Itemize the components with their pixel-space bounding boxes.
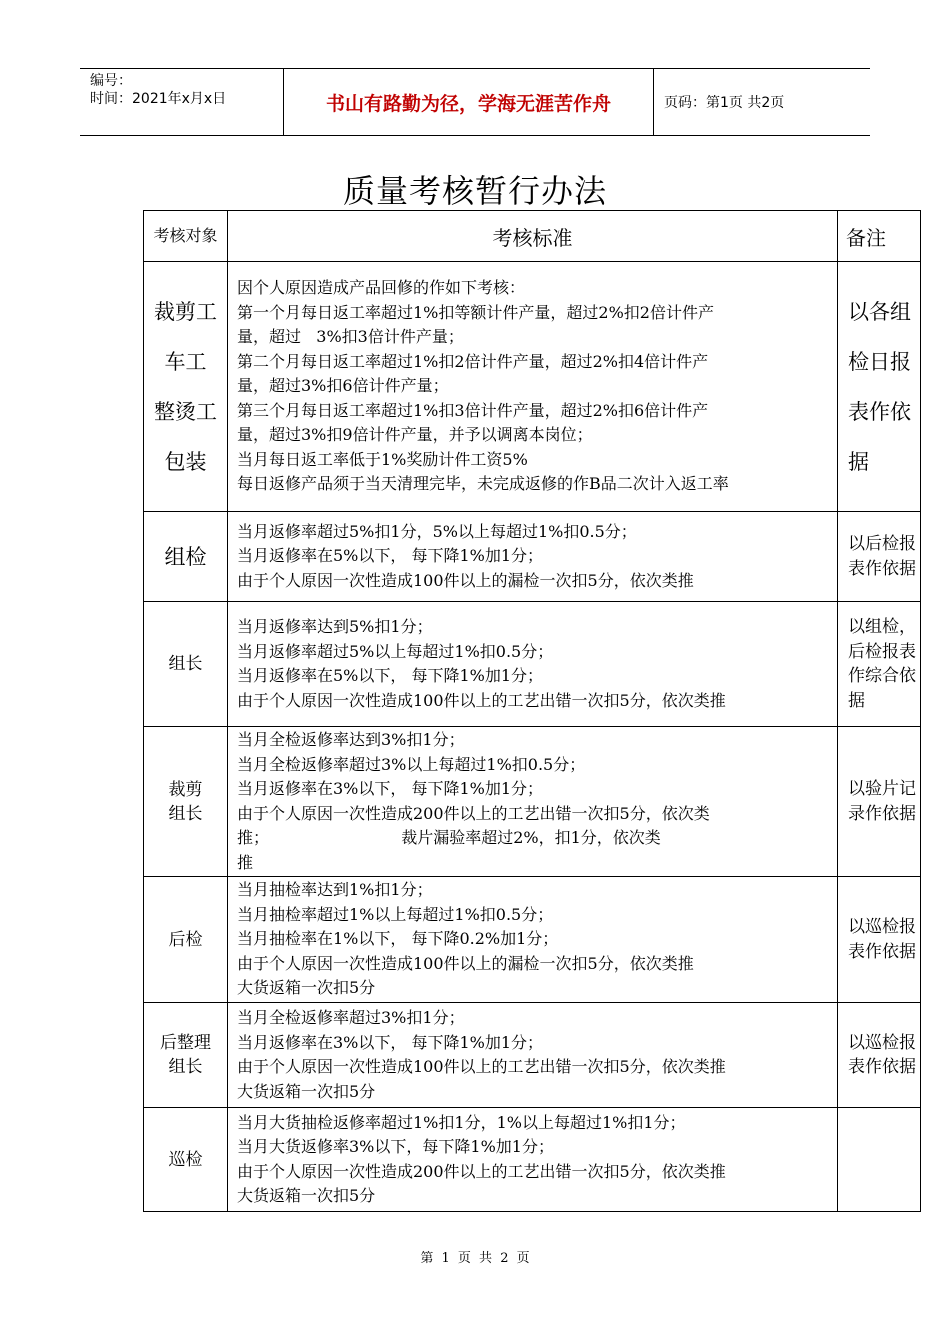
standard-line: 当月返修率在5%以下， 每下降1%加1分；: [237, 666, 544, 685]
standard-cell: [228, 727, 838, 877]
target-text: 巡检: [168, 1149, 203, 1170]
standard-line: 推； 裁片漏验率超过2%，扣1分，依次类: [237, 828, 661, 847]
standard-line: 量，超过 3%扣3倍计件产量；: [237, 327, 464, 347]
standard-line: 当月全检返修率超过3%以上每超过1%扣0.5分；: [237, 754, 586, 774]
standard-line: 当月大货抽检返修率超过1%扣1分，1%以上每超过1%扣1分；: [237, 1112, 686, 1132]
standard-line: 当月返修率在3%以下， 每下降1%加1分；: [237, 779, 544, 798]
note-cell: 以组检，后检报表作综合依据: [838, 602, 921, 727]
target-cell: [144, 262, 228, 512]
standard-cell: [228, 602, 838, 727]
page-footer: 第 1 页 共 2 页: [420, 1251, 530, 1266]
standard-line: 由于个人原因一次性造成200件以上的工艺出错一次扣5分，依次类: [237, 803, 710, 823]
standard-line: 大货返箱一次扣5分: [237, 1186, 376, 1205]
standard-cell: [228, 512, 838, 602]
note-cell: 以各组检日报表作依据: [838, 262, 921, 512]
note-cell: 以后检报表作依据: [838, 512, 921, 602]
standard-line: 当月返修率在5%以下， 每下降1%加1分；: [237, 546, 544, 566]
standard-cell: [228, 1003, 838, 1108]
target-cell: [144, 1108, 228, 1212]
table-header-row: [144, 211, 921, 262]
standard-cell: [228, 262, 838, 512]
target-text: 裁剪工: [154, 299, 217, 324]
header-page-info: 页码：第1页 共2页: [664, 95, 785, 111]
target-text: 裁剪: [168, 779, 203, 800]
table-row: [144, 1108, 921, 1212]
standard-line: 由于个人原因一次性造成100件以上的漏检一次扣5分，依次类推: [237, 953, 694, 973]
table-row: [144, 262, 921, 512]
standard-line: 因个人原因造成产品回修的作如下考核：: [237, 278, 526, 298]
target-text: 组长: [168, 803, 203, 824]
target-text: 车工: [164, 349, 207, 374]
standard-line: 第二个月每日返工率超过1%扣2倍计件产量，超过2%扣4倍计件产: [237, 351, 709, 371]
table-row: [144, 877, 921, 1003]
table-row: [144, 1003, 921, 1108]
standard-line: 当月全检返修率达到3%扣1分；: [237, 730, 465, 749]
target-text: 组长: [168, 654, 203, 674]
standard-line: 由于个人原因一次性造成100件以上的工艺出错一次扣5分，依次类推: [237, 690, 726, 710]
standard-line: 大货返箱一次扣5分: [237, 1081, 376, 1101]
target-text: 包装: [164, 449, 207, 474]
standard-cell: [228, 877, 838, 1003]
target-cell: [144, 602, 228, 727]
header-motto: 书山有路勤为径，学海无涯苦作舟: [284, 69, 654, 135]
standard-line: 当月抽检率达到1%扣1分；: [237, 880, 433, 900]
standard-line: 第一个月每日返工率超过1%扣等额计件产量，超过2%扣2倍计件产: [237, 302, 714, 322]
target-cell: [144, 1003, 228, 1108]
document-title: 质量考核暂行办法: [342, 172, 607, 210]
standard-line: 第三个月每日返工率超过1%扣3倍计件产量，超过2%扣6倍计件产: [237, 400, 709, 420]
standard-cell: [228, 1108, 838, 1212]
note-cell: [838, 1108, 921, 1212]
target-text: 组检: [164, 544, 207, 569]
note-cell: 以巡检报表作依据: [838, 877, 921, 1003]
standard-line: 当月返修率超过5%扣1分，5%以上每超过1%扣0.5分；: [237, 521, 637, 541]
target-text: 后检: [168, 929, 203, 950]
table-row: [144, 602, 921, 727]
standard-line: 当月大货返修率3%以下，每下降1%加1分；: [237, 1137, 554, 1156]
table-row: [144, 727, 921, 877]
standard-line: 由于个人原因一次性造成100件以上的工艺出错一次扣5分，依次类推: [237, 1057, 726, 1076]
standard-line: 当月抽检率在1%以下， 每下降0.2%加1分；: [237, 929, 559, 949]
header-meta: [80, 69, 284, 135]
number-label: 编号：: [90, 73, 132, 89]
standard-line: 大货返箱一次扣5分: [237, 978, 376, 998]
standard-line: 当月每日返工率低于1%奖励计件工资5%: [237, 449, 528, 469]
target-text: 组长: [168, 1057, 203, 1077]
header-note: 备注: [838, 211, 921, 262]
standard-line: 由于个人原因一次性造成100件以上的漏检一次扣5分，依次类推: [237, 570, 694, 590]
target-text: 后整理: [160, 1033, 211, 1053]
note-cell: 以巡检报表作依据: [838, 1003, 921, 1108]
header-standard: 考核标准: [228, 211, 838, 262]
standard-line: 量，超过3%扣6倍计件产量；: [237, 376, 449, 396]
header-target: 考核对象: [144, 211, 228, 262]
standard-line: 当月全检返修率超过3%扣1分；: [237, 1008, 465, 1027]
standard-line: 由于个人原因一次性造成200件以上的工艺出错一次扣5分，依次类推: [237, 1161, 726, 1181]
date-label: 时间：2021年x月x日: [90, 91, 227, 107]
standard-line: 当月返修率在3%以下， 每下降1%加1分；: [237, 1032, 544, 1052]
target-cell: [144, 512, 228, 602]
target-cell: [144, 877, 228, 1003]
standard-line: 当月返修率达到5%扣1分；: [237, 617, 433, 636]
table-row: [144, 512, 921, 602]
standard-line: 当月抽检率超过1%以上每超过1%扣0.5分；: [237, 904, 554, 924]
note-cell: 以验片记录作依据: [838, 727, 921, 877]
standard-line: 每日返修产品须于当天清理完毕，未完成返修的作B品二次计入返工率: [237, 474, 729, 494]
standard-line: 当月返修率超过5%以上每超过1%扣0.5分；: [237, 641, 554, 661]
page-header: [80, 68, 870, 136]
target-cell: [144, 727, 228, 877]
standard-line: 量，超过3%扣9倍计件产量，并予以调离本岗位；: [237, 425, 593, 445]
standard-line: 推: [237, 852, 254, 872]
assessment-table: [143, 210, 921, 1212]
target-text: 整烫工: [154, 399, 217, 424]
